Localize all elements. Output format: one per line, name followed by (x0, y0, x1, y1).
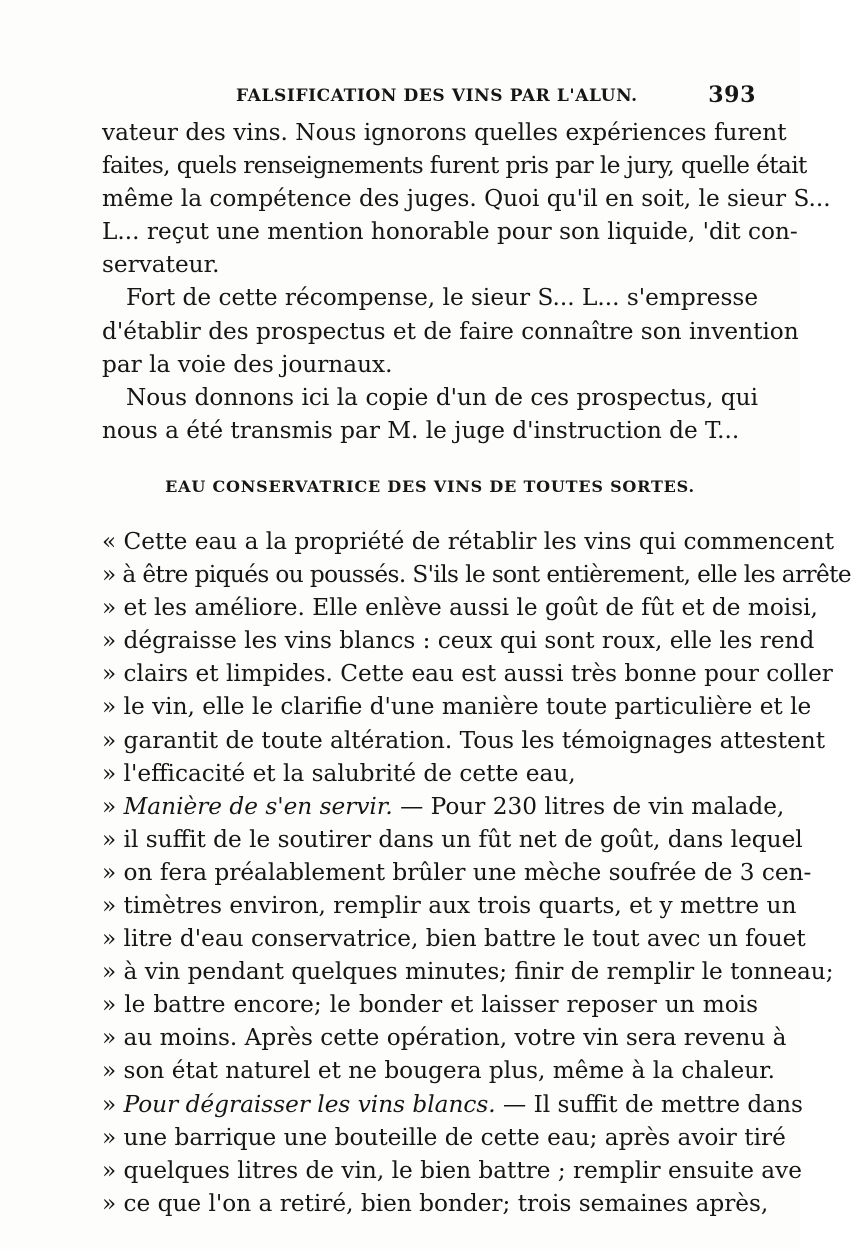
text-line: d'établir des prospectus et de faire connaître son invention (102, 317, 799, 345)
text-line: par la voie des journaux. (102, 350, 393, 378)
text-line: » au moins. Après cette opération, votre vin sera revenu à (102, 1024, 787, 1052)
text-line: L... reçut une mention honorable pour son liquide, 'dit con- (102, 218, 798, 246)
text-line: » à être piqués ou poussés. S'ils le sont entièrement, elle les arrête (102, 561, 851, 589)
paragraph (102, 116, 831, 281)
text-line: « Cette eau a la propriété de rétablir les vins qui commencent (102, 527, 835, 555)
text-line: » quelques litres de vin, le bien battre ; remplir ensuite ave (102, 1156, 802, 1184)
text-line: Fort de cette récompense, le sieur S... L... s'empresse (126, 284, 759, 312)
page-number: 393 (708, 82, 756, 108)
text-line: » timètres environ, remplir aux trois quarts, et y mettre un (102, 891, 797, 919)
quoted-instructions (102, 790, 834, 1088)
text-line: Nous donnons ici la copie d'un de ces prospectus, qui (126, 383, 758, 411)
paragraph (102, 381, 758, 447)
running-head (100, 82, 760, 116)
text-line: » ce que l'on a retiré, bien bonder; trois semaines après, (102, 1189, 769, 1217)
text-line: » dégraisse les vins blancs : ceux qui sont roux, elle les rend (102, 627, 815, 655)
paragraph (102, 281, 799, 380)
text-line: » on fera préalablement brûler une mèche soufrée de 3 cen- (102, 858, 812, 886)
text-line: » le battre encore; le bonder et laisser reposer un mois (102, 991, 758, 1019)
text-line: » clairs et limpides. Cette eau est aussi très bonne pour coller (102, 660, 833, 688)
quoted-instructions-white-wine (102, 1088, 803, 1220)
text-line: » il suffit de le soutirer dans un fût net de goût, dans lequel (102, 825, 803, 853)
text-line (102, 1088, 803, 1121)
quoted-prospectus (102, 525, 851, 790)
text-line: faites, quels renseignements furent pris par le jury, quelle était (102, 152, 807, 180)
text-line: » son état naturel et ne bougera plus, même à la chaleur. (102, 1057, 776, 1085)
quote-mark: » (102, 1090, 124, 1118)
text-line: vateur des vins. Nous ignorons quelles expériences furent (102, 119, 787, 146)
text-line: servateur. (102, 251, 220, 279)
text-line: » et les améliore. Elle enlève aussi le goût de fût et de moisi, (102, 594, 818, 622)
body-text (102, 116, 851, 1220)
quote-mark: » (102, 792, 124, 820)
text-line: nous a été transmis par M. le juge d'instruction de T... (102, 416, 740, 444)
text-line: » garantit de toute altération. Tous les témoignages attestent (102, 726, 826, 754)
text-line: même la compétence des juges. Quoi qu'il en soit, le sieur S... (102, 185, 831, 213)
line-rest: — Il suffit de mettre dans (495, 1090, 803, 1118)
text-line: » le vin, elle le clarifie d'une manière toute particulière et le (102, 693, 812, 721)
running-title: FALSIFICATION DES VINS PAR L'ALUN. (236, 86, 638, 106)
section-subheading: EAU CONSERVATRICE DES VINS DE TOUTES SORTES. (165, 476, 695, 496)
text-line: » une barrique une bouteille de cette eau; après avoir tiré (102, 1123, 786, 1151)
text-line: » litre d'eau conservatrice, bien battre le tout avec un fouet (102, 925, 806, 953)
line-rest: — Pour 230 litres de vin malade, (392, 792, 785, 820)
text-line: » à vin pendant quelques minutes; finir de remplir le tonneau; (102, 958, 834, 986)
italic-label: Pour dégraisser les vins blancs. (123, 1090, 496, 1118)
text-line (102, 790, 785, 823)
text-line: » l'efficacité et la salubrité de cette eau, (102, 759, 576, 787)
italic-label: Manière de s'en servir. (123, 792, 393, 820)
